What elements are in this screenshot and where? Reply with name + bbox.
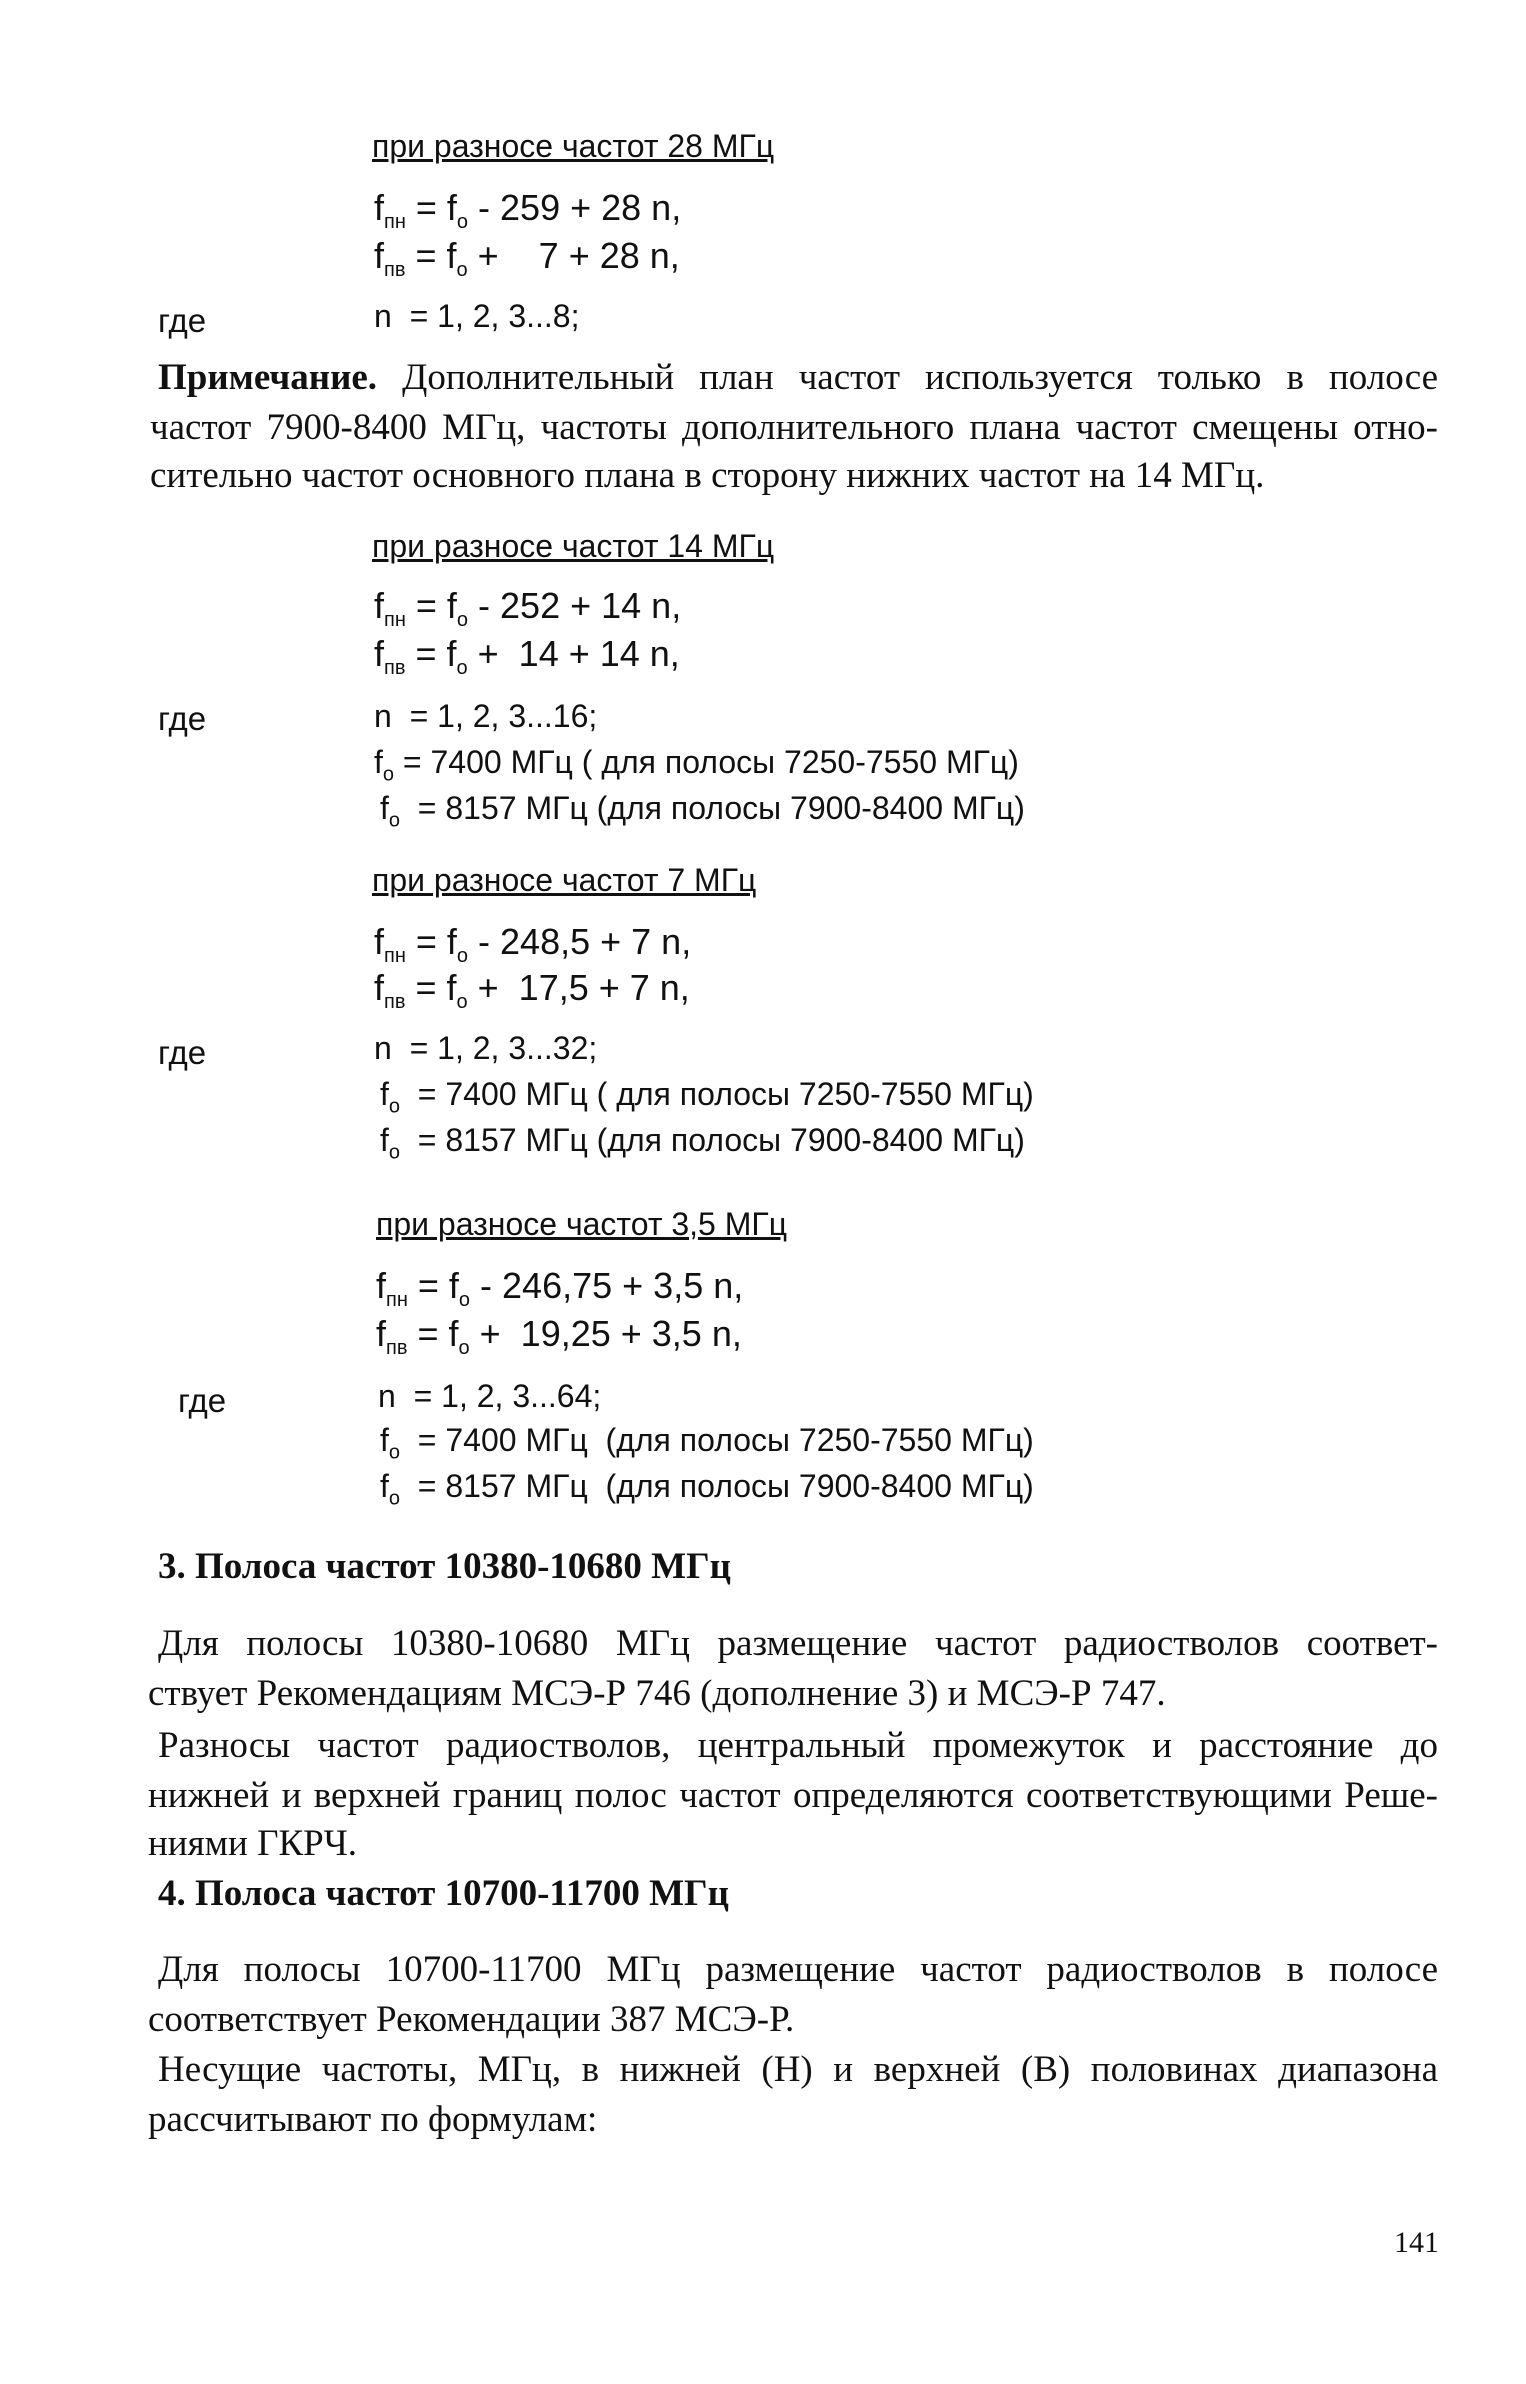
section-3-para-1-line-2: ствует Рекомендациям МСЭ-Р 746 (дополнение 3) и МСЭ-Р 747. <box>148 1673 1166 1714</box>
n-range-28: n = 1, 2, 3...8; <box>374 298 580 334</box>
section-3-title: 3. Полоса частот 10380-10680 МГц <box>158 1546 731 1587</box>
formula-fpv-7: $f_{пв} = f_о + 17,5 + 7$ n, <box>374 967 690 1014</box>
fo-7400-7: $f_о = 7400$ МГц ( для полосы 7250-7550 МГц) <box>380 1076 1034 1118</box>
fo-8157-14: $f_о = 8157$ МГц (для полосы 7900-8400 МГц) <box>380 790 1025 832</box>
n-range-14: n = 1, 2, 3...16; <box>374 698 598 734</box>
heading-28mhz: при разносе частот 28 МГц <box>372 128 775 164</box>
section-3-para-2-line-2: нижней и верхней границ полос частот определяются соответствующими Реше- <box>148 1775 1438 1816</box>
section-3-para-2-line-1: Разносы частот радиостволов, центральный промежуток и расстояние до <box>158 1725 1438 1766</box>
fo-7400-14: $f_о = 7400$ МГц ( для полосы 7250-7550 МГц) <box>374 744 1019 786</box>
heading-14mhz: при разносе частот 14 МГц <box>372 528 775 564</box>
fo-8157-7: $f_о = 8157$ МГц (для полосы 7900-8400 МГц) <box>380 1122 1025 1164</box>
note-line-2: частот 7900-8400 МГц, частоты дополнительного плана частот смещены отно- <box>150 407 1438 448</box>
formula-fpn-14: $f_{пн} = f_о - 252 + 14$ n, <box>374 585 682 632</box>
formula-fpv-14: $f_{пв} = f_о + 14 + 14$ n, <box>374 633 680 680</box>
heading-3-5mhz: при разносе частот 3,5 МГц <box>376 1206 788 1242</box>
section-4-para-1-line-2: соответствует Рекомендации 387 МСЭ-Р. <box>148 1999 795 2040</box>
fo-7400-3-5: $f_о = 7400$ МГц (для полосы 7250-7550 МГц) <box>380 1422 1034 1464</box>
n-range-3-5: n = 1, 2, 3...64; <box>378 1378 602 1414</box>
formula-fpn-28: $f_{пн} = f_о - 259 + 28$ n, <box>374 187 682 234</box>
section-4-para-2-line-2: рассчитывают по формулам: <box>148 2099 598 2140</box>
formula-fpn-7: $f_{пн} = f_о - 248,5 + 7$ n, <box>374 921 692 968</box>
n-range-7: n = 1, 2, 3...32; <box>374 1030 598 1066</box>
page-number: 141 <box>1394 2226 1439 2259</box>
section-3-para-1-line-1: Для полосы 10380-10680 МГц размещение частот радиостволов соответ- <box>158 1623 1438 1664</box>
section-4-title: 4. Полоса частот 10700-11700 МГц <box>158 1873 729 1914</box>
label-gde: где <box>158 700 207 737</box>
formula-fpv-28: $f_{пв} = f_о$ + 7 + 28 n, <box>374 235 680 282</box>
note-line-1: Примечание. Дополнительный план частот используется только в полосе <box>158 357 1438 398</box>
section-4-para-2-line-1: Несущие частоты, МГц, в нижней (Н) и верхней (В) половинах диапазона <box>158 2049 1438 2090</box>
section-3-para-2-line-3: ниями ГКРЧ. <box>148 1823 358 1864</box>
fo-8157-3-5: $f_о = 8157$ МГц (для полосы 7900-8400 МГц) <box>380 1468 1034 1510</box>
label-gde: где <box>158 302 207 339</box>
label-gde: где <box>158 1034 207 1071</box>
formula-fpn-3-5: $f_{пн} = f_о - 246,75 + 3,5$ n, <box>376 1265 744 1312</box>
formula-fpv-3-5: $f_{пв} = f_о + 19,25 + 3,5$ n, <box>376 1313 742 1360</box>
label-gde: где <box>178 1382 227 1419</box>
section-4-para-1-line-1: Для полосы 10700-11700 МГц размещение частот радиостволов в полосе <box>158 1949 1438 1990</box>
note-line-3: сительно частот основного плана в сторону нижних частот на 14 МГц. <box>150 455 1265 496</box>
heading-7mhz: при разносе частот 7 МГц <box>372 862 757 898</box>
